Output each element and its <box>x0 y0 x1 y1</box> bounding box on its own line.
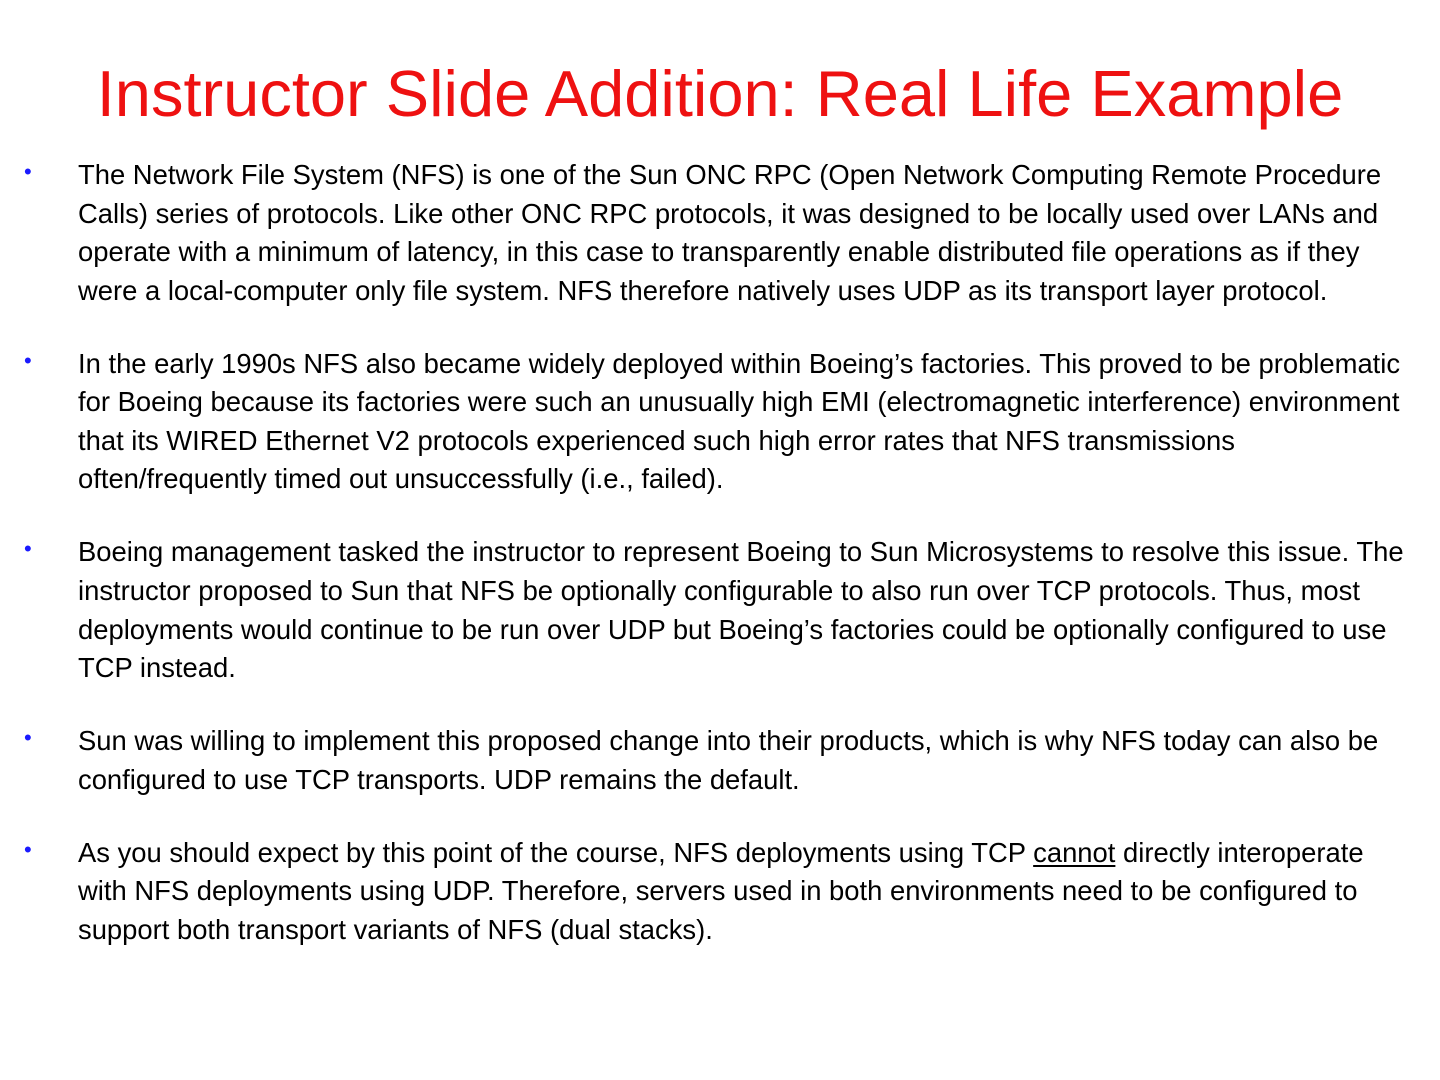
bullet-list <box>0 156 1440 984</box>
bullet-marker: • <box>24 347 32 373</box>
bullet-text <box>78 837 1364 945</box>
bullet-marker: • <box>24 159 32 184</box>
bullet-item-sun-implementation <box>0 722 1440 799</box>
bullet-text-after: directly interoperate with NFS deployments using UDP. Therefore, servers used in both environments need to be configured to support both transport variants of NFS (dual stacks). <box>78 836 1364 945</box>
bullet-item-interoperability <box>0 834 1440 950</box>
slide-title: Instructor Slide Addition: Real Life Example <box>96 57 1344 130</box>
bullet-marker: • <box>24 725 32 751</box>
bullet-item-boeing-problem <box>0 345 1440 499</box>
bullet-item-proposal <box>0 533 1440 687</box>
underlined-word: cannot <box>1033 836 1116 868</box>
bullet-text-before: As you should expect by this point of the course, NFS deployments using TCP <box>78 836 1034 868</box>
bullet-marker: • <box>24 536 32 562</box>
bullet-text: The Network File System (NFS) is one of the Sun ONC RPC (Open Network Computing Remote Procedure Calls) series of protocols. Like other ONC RPC protocols, it was designed to be locally used over LANs and operate with a minimum of latency, in this case to transparently enable distributed file operations as if they were a local-computer only file system. NFS therefore natively uses UDP as its transport layer protocol. <box>78 159 1382 306</box>
bullet-text: Sun was willing to implement this proposed change into their products, which is why NFS today can also be configured to use TCP transports. UDP remains the default. <box>78 725 1379 795</box>
bullet-item-nfs-overview <box>0 156 1440 310</box>
bullet-marker: • <box>24 836 32 862</box>
bullet-text: Boeing management tasked the instructor to represent Boeing to Sun Microsystems to resolve this issue. The instructor proposed to Sun that NFS be optionally configurable to also run over TCP protocols. Thus, most deployments would continue to be run over UDP but Boeing’s factories could be optionally configured to use TCP instead. <box>78 536 1404 684</box>
bullet-text: In the early 1990s NFS also became widely deployed within Boeing’s factories. This proved to be problematic for Boeing because its factories were such an unusually high EMI (electromagnetic interference) environment that its WIRED Ethernet V2 protocols experienced such high error rates that NFS transmissions often/frequently timed out unsuccessfully (i.e., failed). <box>78 347 1401 495</box>
